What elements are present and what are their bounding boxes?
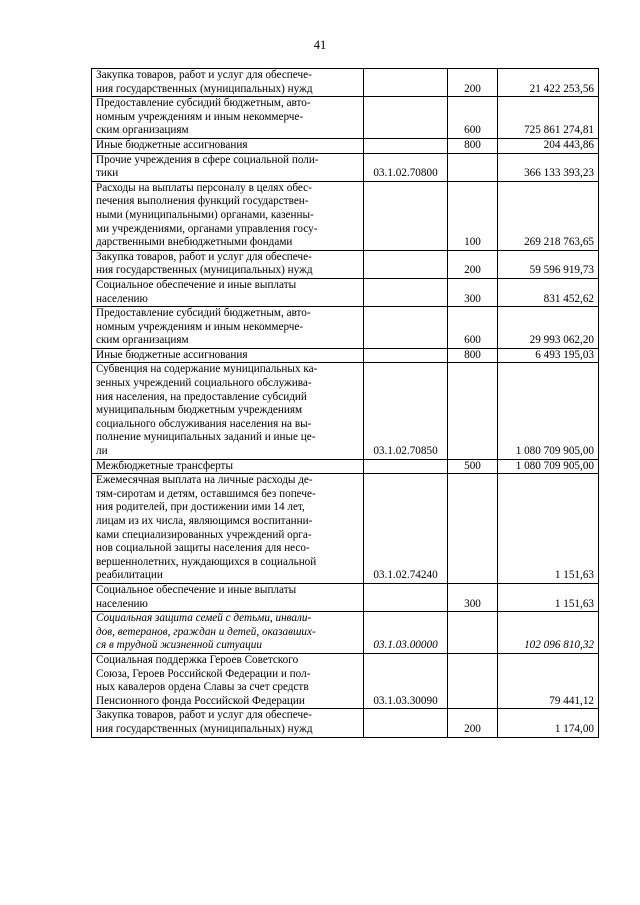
target-code-cell xyxy=(364,138,448,153)
target-code-cell xyxy=(364,474,448,584)
expense-type-cell xyxy=(448,459,498,474)
amount-text: 59 596 919,73 xyxy=(529,264,594,277)
expense-type-cell xyxy=(448,612,498,654)
target-code-cell xyxy=(364,709,448,737)
target-code-cell xyxy=(364,97,448,139)
name-text: Ежемесячная выплата на личные расходы де- тям-сиротам и детям, оставшимся без попече- ния родителей, при достижении ими 14 лет, лицам из их числа, являющимся воспитанни- ками специализированных учреждений орга- нов социальной защиты населения для несо- вершеннолетних, нуждающихся в социальной реабилитации xyxy=(96,474,317,582)
expense-type-cell xyxy=(448,69,498,97)
name-text: Прочие учреждения в сфере социальной поли- тики xyxy=(96,153,319,180)
table-row xyxy=(92,459,599,474)
name-cell xyxy=(92,97,364,139)
expense-type-text: 200 xyxy=(464,82,481,95)
budget-table-body xyxy=(92,69,599,738)
name-cell xyxy=(92,307,364,349)
budget-table xyxy=(91,68,599,738)
amount-cell xyxy=(498,348,599,363)
expense-type-cell xyxy=(448,709,498,737)
name-cell xyxy=(92,250,364,278)
table-row xyxy=(92,307,599,349)
amount-text: 1 151,63 xyxy=(554,569,594,582)
expense-type-cell xyxy=(448,97,498,139)
target-code-cell xyxy=(364,363,448,459)
name-cell xyxy=(92,653,364,708)
amount-cell xyxy=(498,250,599,278)
amount-text: 204 443,86 xyxy=(543,138,594,151)
amount-text: 725 861 274,81 xyxy=(524,124,594,137)
table-row xyxy=(92,474,599,584)
expense-type-text: 200 xyxy=(464,722,481,735)
amount-cell xyxy=(498,459,599,474)
target-code-text: 03.1.03.30090 xyxy=(373,694,438,707)
name-cell xyxy=(92,153,364,181)
amount-text: 6 493 195,03 xyxy=(535,348,594,361)
target-code-cell xyxy=(364,153,448,181)
name-text: Предоставление субсидий бюджетным, авто- номным учреждениям и иным некоммерче- ским организациям xyxy=(96,97,311,137)
target-code-cell xyxy=(364,278,448,306)
name-cell xyxy=(92,363,364,459)
name-cell xyxy=(92,138,364,153)
expense-type-cell xyxy=(448,474,498,584)
target-code-text: 03.1.02.74240 xyxy=(373,569,438,582)
table-row xyxy=(92,181,599,250)
amount-text: 79 441,12 xyxy=(549,694,594,707)
amount-text: 21 422 253,56 xyxy=(529,82,594,95)
amount-cell xyxy=(498,181,599,250)
name-text: Иные бюджетные ассигнования xyxy=(96,138,248,151)
name-text: Иные бюджетные ассигнования xyxy=(96,348,248,361)
table-row xyxy=(92,153,599,181)
name-text: Предоставление субсидий бюджетным, авто- номным учреждениям и иным некоммерче- ским организациям xyxy=(96,307,311,347)
name-text: Расходы на выплаты персоналу в целях обес- печения выполнения функций государствен- ными (муниципальными) органами, казенны- ми учреждениями, органами управления госу- дарственными внебюджетными фондами xyxy=(96,181,318,249)
expense-type-text: 800 xyxy=(464,348,481,361)
page-number: 41 xyxy=(313,38,327,52)
table-row xyxy=(92,250,599,278)
amount-text: 1 151,63 xyxy=(554,597,594,610)
name-text: Социальная поддержка Героев Советского Союза, Героев Российской Федерации и пол- ных кавалеров ордена Славы за счет средств Пенсионного фонда Российской Федерации xyxy=(96,653,311,707)
name-text: Межбюджетные трансферты xyxy=(96,459,233,472)
target-code-cell xyxy=(364,307,448,349)
amount-cell xyxy=(498,583,599,611)
name-cell xyxy=(92,583,364,611)
name-cell xyxy=(92,709,364,737)
expense-type-cell xyxy=(448,583,498,611)
expense-type-text: 300 xyxy=(464,597,481,610)
table-row xyxy=(92,278,599,306)
amount-text: 1 080 709 905,00 xyxy=(515,445,594,458)
expense-type-text: 600 xyxy=(464,124,481,137)
table-row xyxy=(92,709,599,737)
amount-cell xyxy=(498,612,599,654)
expense-type-cell xyxy=(448,153,498,181)
target-code-cell xyxy=(364,653,448,708)
name-cell xyxy=(92,474,364,584)
table-row xyxy=(92,583,599,611)
target-code-cell xyxy=(364,250,448,278)
name-cell xyxy=(92,69,364,97)
expense-type-cell xyxy=(448,181,498,250)
name-text: Закупка товаров, работ и услуг для обеспече- ния государственных (муниципальных) нужд xyxy=(96,709,313,735)
amount-cell xyxy=(498,278,599,306)
amount-cell xyxy=(498,709,599,737)
amount-text: 1 080 709 905,00 xyxy=(515,459,594,472)
name-text: Социальная защита семей с детьми, инвали- дов, ветеранов, граждан и детей, оказавших- ся в трудной жизненной ситуации xyxy=(96,612,316,652)
amount-cell xyxy=(498,69,599,97)
amount-cell xyxy=(498,138,599,153)
expense-type-text: 200 xyxy=(464,264,481,277)
expense-type-text: 600 xyxy=(464,334,481,347)
name-text: Социальное обеспечение и иные выплаты населению xyxy=(96,278,297,305)
amount-text: 269 218 763,65 xyxy=(524,236,594,249)
table-row xyxy=(92,348,599,363)
table-row xyxy=(92,612,599,654)
name-text: Закупка товаров, работ и услуг для обеспече- ния государственных (муниципальных) нужд xyxy=(96,250,313,277)
amount-text: 831 452,62 xyxy=(543,292,594,305)
amount-cell xyxy=(498,474,599,584)
name-text: Закупка товаров, работ и услуг для обеспече- ния государственных (муниципальных) нужд xyxy=(96,69,313,95)
expense-type-text: 800 xyxy=(464,138,481,151)
expense-type-cell xyxy=(448,363,498,459)
amount-cell xyxy=(498,153,599,181)
amount-cell xyxy=(498,363,599,459)
target-code-text: 03.1.02.70800 xyxy=(373,167,438,180)
table-row xyxy=(92,97,599,139)
expense-type-cell xyxy=(448,348,498,363)
table-row xyxy=(92,363,599,459)
amount-text: 366 133 393,23 xyxy=(524,167,594,180)
name-cell xyxy=(92,348,364,363)
expense-type-text: 300 xyxy=(464,292,481,305)
name-cell xyxy=(92,612,364,654)
amount-text: 1 174,00 xyxy=(554,722,594,735)
table-row xyxy=(92,138,599,153)
table-row xyxy=(92,653,599,708)
target-code-cell xyxy=(364,348,448,363)
target-code-cell xyxy=(364,612,448,654)
expense-type-cell xyxy=(448,250,498,278)
name-text: Социальное обеспечение и иные выплаты населению xyxy=(96,583,297,610)
amount-cell xyxy=(498,307,599,349)
expense-type-cell xyxy=(448,653,498,708)
amount-cell xyxy=(498,653,599,708)
amount-text: 29 993 062,20 xyxy=(529,334,594,347)
name-cell xyxy=(92,278,364,306)
expense-type-text: 100 xyxy=(464,236,481,249)
name-cell xyxy=(92,181,364,250)
amount-text: 102 096 810,32 xyxy=(524,639,594,652)
target-code-text: 03.1.02.70850 xyxy=(373,445,438,458)
amount-cell xyxy=(498,97,599,139)
target-code-cell xyxy=(364,69,448,97)
table-row xyxy=(92,69,599,97)
target-code-cell xyxy=(364,181,448,250)
expense-type-text: 500 xyxy=(464,459,481,472)
name-text: Субвенция на содержание муниципальных ка- зенных учреждений социального обслужива- ния населения, на предоставление субсидий муниципальным бюджетным учреждениям социального обслуживания населения на вы- полнение муниципальных заданий и иные це- ли xyxy=(96,363,318,458)
expense-type-cell xyxy=(448,307,498,349)
target-code-cell xyxy=(364,459,448,474)
expense-type-cell xyxy=(448,278,498,306)
target-code-text: 03.1.03.00000 xyxy=(373,639,438,652)
expense-type-cell xyxy=(448,138,498,153)
target-code-cell xyxy=(364,583,448,611)
name-cell xyxy=(92,459,364,474)
